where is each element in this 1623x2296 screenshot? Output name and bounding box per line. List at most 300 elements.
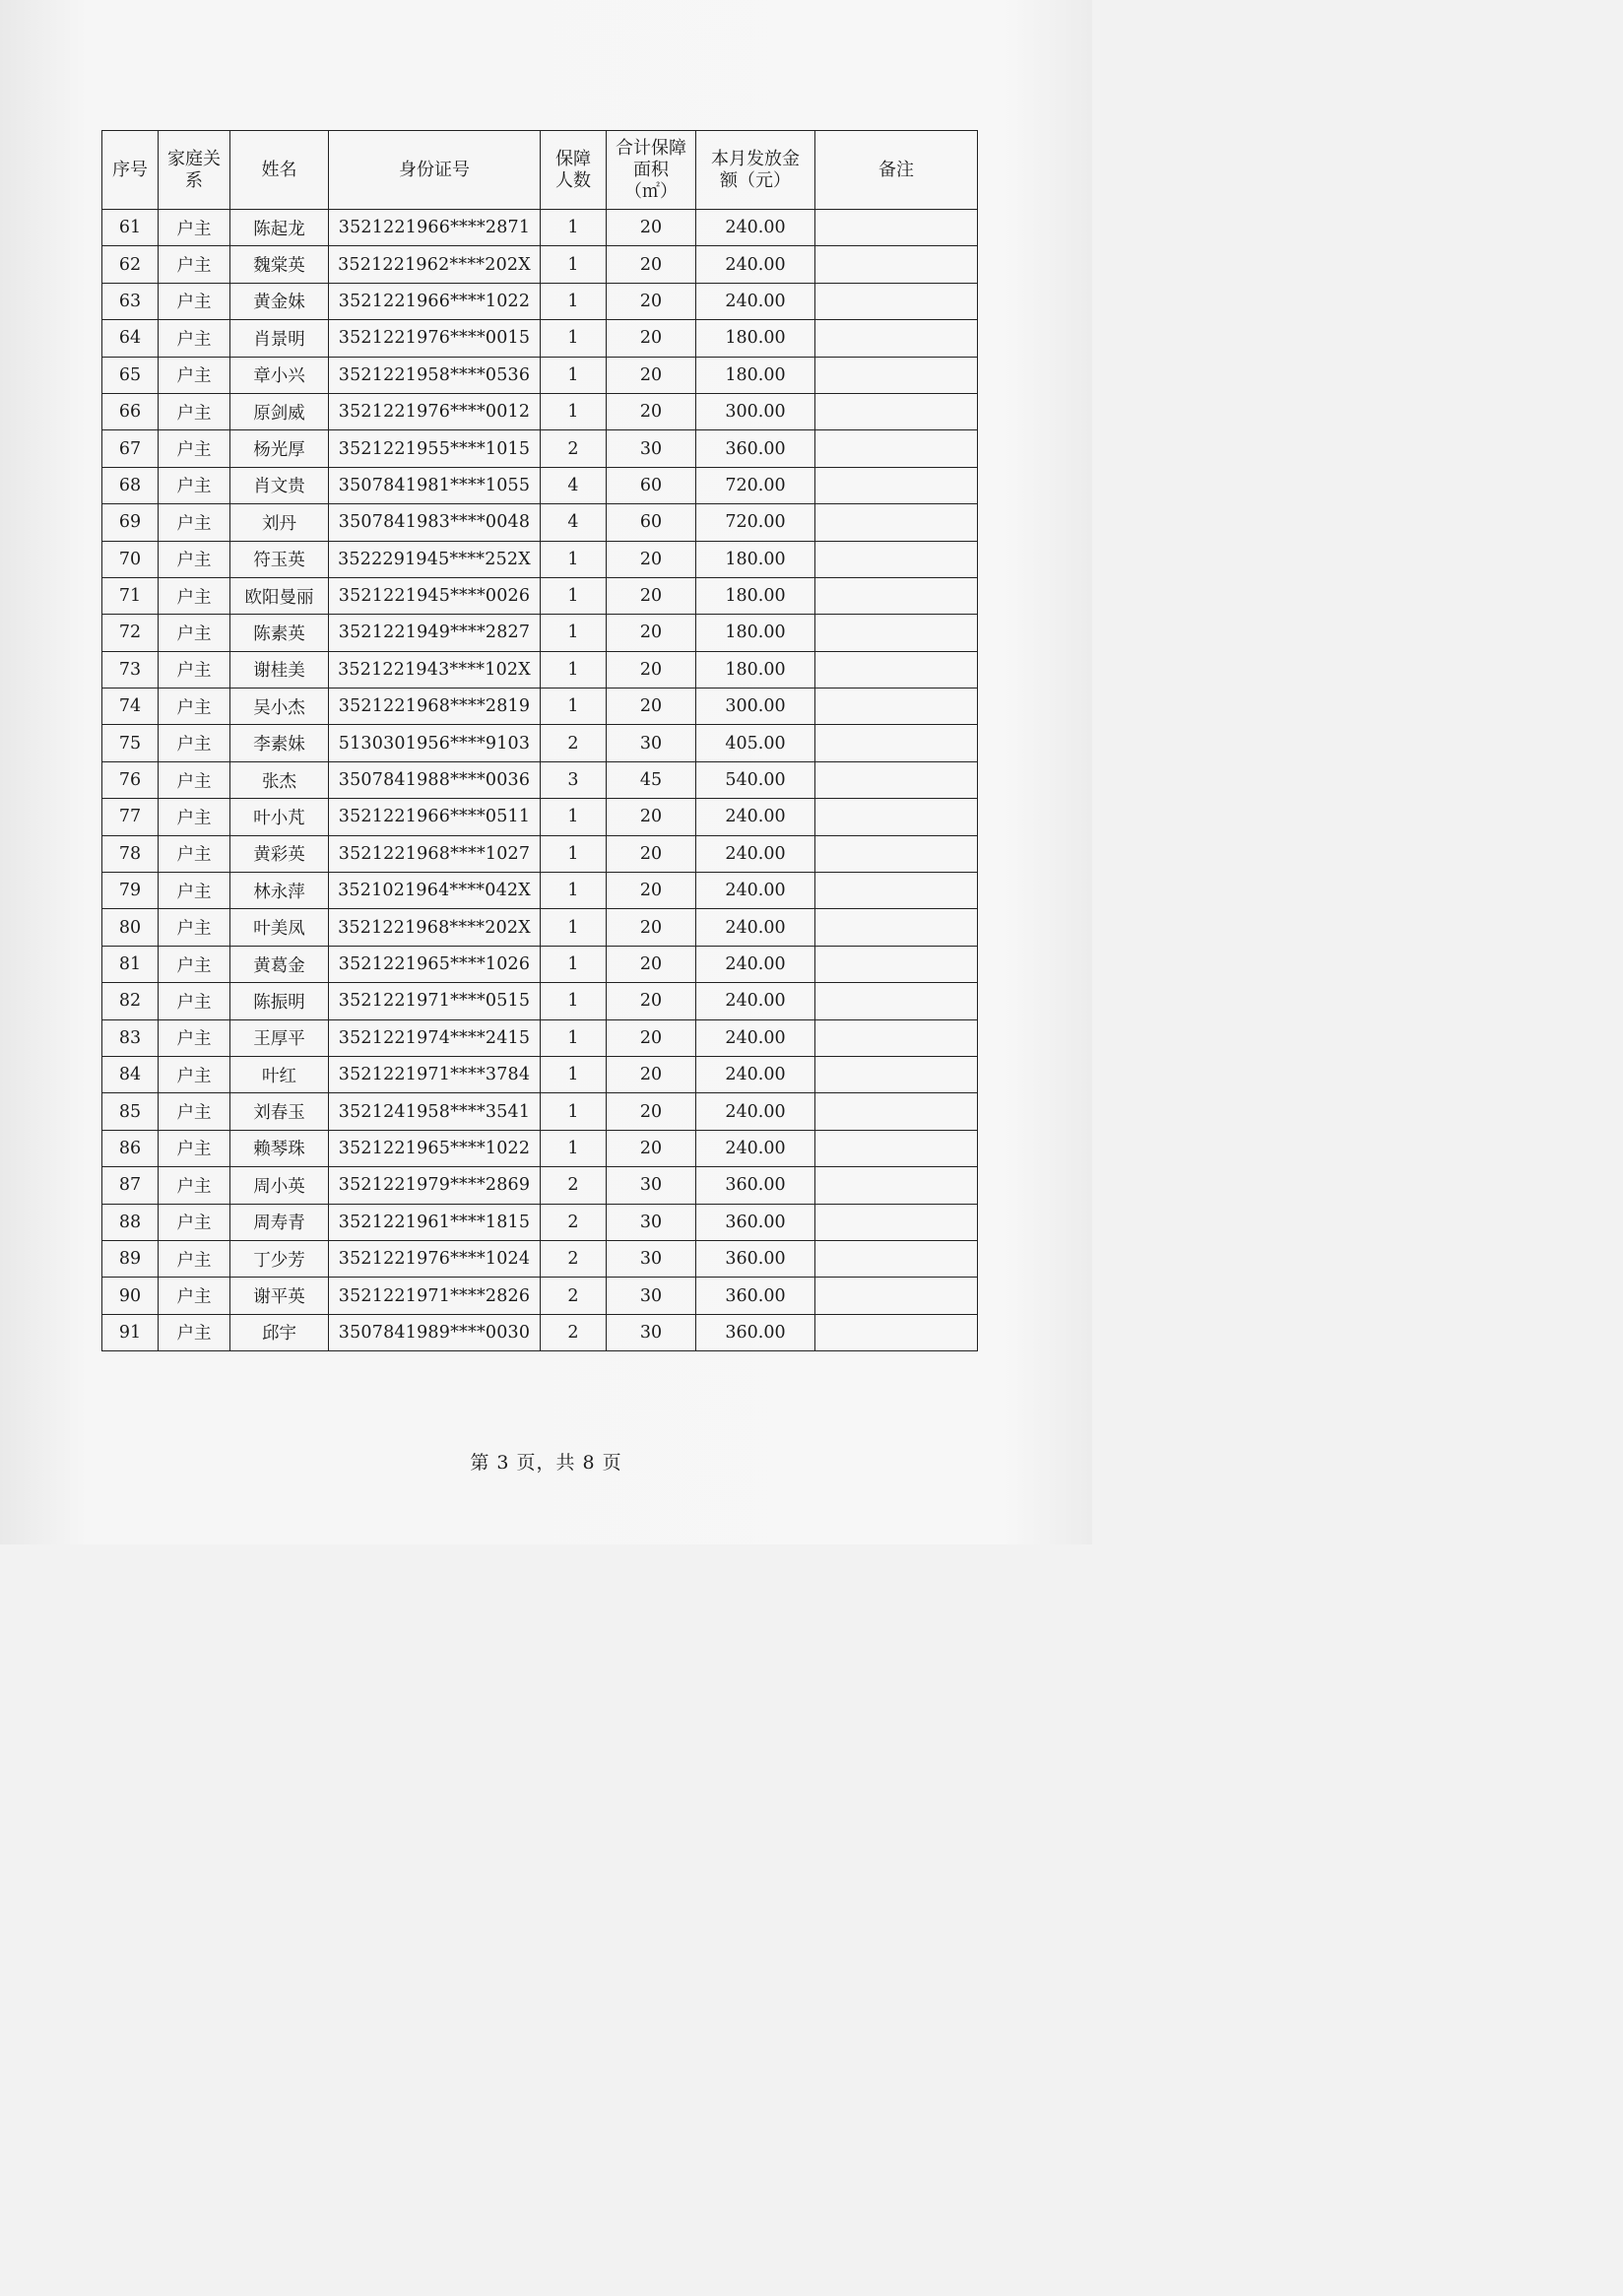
cell-name: 肖景明	[230, 320, 329, 357]
table-row	[102, 725, 978, 761]
cell-area: 60	[607, 467, 696, 503]
cell-id-number: 3507841989****0030	[329, 1314, 541, 1350]
cell-id-number: 3522291945****252X	[329, 541, 541, 577]
cell-id-number: 3521221976****0012	[329, 393, 541, 429]
table-row	[102, 689, 978, 725]
cell-id-number: 3521021964****042X	[329, 873, 541, 909]
cell-name: 李素妹	[230, 725, 329, 761]
cell-id-number: 3507841983****0048	[329, 504, 541, 541]
cell-name: 王厚平	[230, 1019, 329, 1056]
cell-seq: 91	[102, 1314, 159, 1350]
header-persons	[541, 131, 607, 210]
cell-remark	[815, 357, 978, 393]
cell-id-number: 3521221968****1027	[329, 835, 541, 872]
cell-relation: 户主	[159, 1278, 230, 1314]
cell-persons: 1	[541, 393, 607, 429]
cell-relation: 户主	[159, 283, 230, 319]
header-amount-line: 额（元）	[720, 169, 791, 191]
cell-relation: 户主	[159, 873, 230, 909]
cell-persons: 2	[541, 1278, 607, 1314]
table-row	[102, 761, 978, 798]
table-row	[102, 615, 978, 651]
cell-name: 欧阳曼丽	[230, 577, 329, 614]
cell-name: 叶小芃	[230, 799, 329, 835]
cell-area: 20	[607, 283, 696, 319]
cell-relation: 户主	[159, 1314, 230, 1350]
cell-seq: 67	[102, 430, 159, 467]
table-row	[102, 210, 978, 246]
cell-amount: 240.00	[696, 909, 815, 946]
cell-name: 谢平英	[230, 1278, 329, 1314]
table-row	[102, 1204, 978, 1240]
cell-remark	[815, 541, 978, 577]
cell-amount: 180.00	[696, 577, 815, 614]
cell-persons: 1	[541, 1056, 607, 1092]
table-row	[102, 246, 978, 283]
cell-persons: 1	[541, 873, 607, 909]
cell-amount: 180.00	[696, 357, 815, 393]
cell-seq: 87	[102, 1167, 159, 1204]
table-row	[102, 799, 978, 835]
cell-seq: 69	[102, 504, 159, 541]
cell-area: 20	[607, 393, 696, 429]
cell-amount: 360.00	[696, 1204, 815, 1240]
cell-amount: 240.00	[696, 835, 815, 872]
cell-remark	[815, 873, 978, 909]
table-row	[102, 430, 978, 467]
cell-persons: 3	[541, 761, 607, 798]
cell-area: 20	[607, 1019, 696, 1056]
cell-amount: 240.00	[696, 1019, 815, 1056]
cell-remark	[815, 615, 978, 651]
cell-relation: 户主	[159, 467, 230, 503]
cell-name: 周寿青	[230, 1204, 329, 1240]
cell-persons: 1	[541, 357, 607, 393]
cell-seq: 77	[102, 799, 159, 835]
cell-remark	[815, 283, 978, 319]
cell-seq: 79	[102, 873, 159, 909]
table-row	[102, 504, 978, 541]
table-row	[102, 946, 978, 982]
cell-id-number: 3521221945****0026	[329, 577, 541, 614]
cell-name: 黄金妹	[230, 283, 329, 319]
cell-amount: 240.00	[696, 946, 815, 982]
cell-name: 黄葛金	[230, 946, 329, 982]
cell-id-number: 3521221976****0015	[329, 320, 541, 357]
cell-remark	[815, 246, 978, 283]
cell-relation: 户主	[159, 946, 230, 982]
cell-amount: 360.00	[696, 1240, 815, 1277]
cell-area: 20	[607, 983, 696, 1019]
cell-remark	[815, 467, 978, 503]
cell-persons: 1	[541, 983, 607, 1019]
cell-relation: 户主	[159, 651, 230, 688]
cell-name: 杨光厚	[230, 430, 329, 467]
cell-seq: 71	[102, 577, 159, 614]
cell-id-number: 3521221955****1015	[329, 430, 541, 467]
cell-name: 肖文贵	[230, 467, 329, 503]
table-row	[102, 577, 978, 614]
document-page	[0, 0, 1092, 1544]
cell-area: 30	[607, 1167, 696, 1204]
cell-relation: 户主	[159, 689, 230, 725]
cell-seq: 86	[102, 1130, 159, 1166]
cell-seq: 65	[102, 357, 159, 393]
cell-area: 20	[607, 909, 696, 946]
cell-name: 谢桂美	[230, 651, 329, 688]
cell-seq: 80	[102, 909, 159, 946]
cell-name: 章小兴	[230, 357, 329, 393]
cell-area: 20	[607, 1056, 696, 1092]
header-remark: 备注	[815, 131, 978, 210]
table-row	[102, 1093, 978, 1130]
cell-amount: 720.00	[696, 504, 815, 541]
cell-persons: 2	[541, 1240, 607, 1277]
cell-persons: 2	[541, 725, 607, 761]
cell-remark	[815, 689, 978, 725]
cell-relation: 户主	[159, 1056, 230, 1092]
cell-amount: 240.00	[696, 246, 815, 283]
cell-name: 陈起龙	[230, 210, 329, 246]
cell-name: 符玉英	[230, 541, 329, 577]
cell-relation: 户主	[159, 210, 230, 246]
header-seq: 序号	[102, 131, 159, 210]
cell-name: 刘丹	[230, 504, 329, 541]
cell-remark	[815, 1204, 978, 1240]
cell-name: 刘春玉	[230, 1093, 329, 1130]
table-row	[102, 541, 978, 577]
header-amount-line: 本月发放金	[711, 148, 800, 169]
cell-persons: 1	[541, 799, 607, 835]
cell-persons: 2	[541, 1167, 607, 1204]
table-row	[102, 283, 978, 319]
cell-relation: 户主	[159, 761, 230, 798]
cell-name: 赖琴珠	[230, 1130, 329, 1166]
cell-amount: 240.00	[696, 1130, 815, 1166]
table-row	[102, 1314, 978, 1350]
cell-area: 30	[607, 1278, 696, 1314]
cell-id-number: 5130301956****9103	[329, 725, 541, 761]
cell-amount: 180.00	[696, 615, 815, 651]
cell-seq: 83	[102, 1019, 159, 1056]
cell-name: 张杰	[230, 761, 329, 798]
cell-relation: 户主	[159, 835, 230, 872]
cell-name: 陈振明	[230, 983, 329, 1019]
table-row	[102, 651, 978, 688]
cell-name: 陈素英	[230, 615, 329, 651]
cell-remark	[815, 1093, 978, 1130]
header-persons-line: 人数	[555, 169, 591, 191]
cell-name: 周小英	[230, 1167, 329, 1204]
cell-amount: 360.00	[696, 430, 815, 467]
cell-seq: 89	[102, 1240, 159, 1277]
table-row	[102, 1167, 978, 1204]
cell-relation: 户主	[159, 909, 230, 946]
cell-name: 邱宇	[230, 1314, 329, 1350]
cell-seq: 84	[102, 1056, 159, 1092]
table-row	[102, 357, 978, 393]
table-body	[102, 210, 978, 1351]
cell-name: 魏棠英	[230, 246, 329, 283]
cell-amount: 240.00	[696, 210, 815, 246]
cell-name: 原剑威	[230, 393, 329, 429]
cell-id-number: 3521241958****3541	[329, 1093, 541, 1130]
cell-id-number: 3521221965****1026	[329, 946, 541, 982]
cell-persons: 2	[541, 1314, 607, 1350]
cell-relation: 户主	[159, 615, 230, 651]
cell-seq: 68	[102, 467, 159, 503]
cell-relation: 户主	[159, 246, 230, 283]
cell-id-number: 3521221968****202X	[329, 909, 541, 946]
table-row	[102, 983, 978, 1019]
cell-persons: 1	[541, 1130, 607, 1166]
cell-persons: 1	[541, 320, 607, 357]
cell-area: 30	[607, 430, 696, 467]
cell-amount: 240.00	[696, 1056, 815, 1092]
cell-seq: 90	[102, 1278, 159, 1314]
cell-remark	[815, 320, 978, 357]
cell-persons: 1	[541, 615, 607, 651]
cell-relation: 户主	[159, 1093, 230, 1130]
header-area-line: 面积	[633, 159, 669, 180]
page-number-footer: 第 3 页，共 8 页	[470, 1452, 622, 1474]
cell-persons: 1	[541, 946, 607, 982]
cell-seq: 62	[102, 246, 159, 283]
cell-relation: 户主	[159, 430, 230, 467]
cell-id-number: 3521221966****2871	[329, 210, 541, 246]
cell-persons: 4	[541, 504, 607, 541]
cell-remark	[815, 983, 978, 1019]
cell-relation: 户主	[159, 504, 230, 541]
cell-area: 20	[607, 651, 696, 688]
cell-id-number: 3521221974****2415	[329, 1019, 541, 1056]
table-row	[102, 1056, 978, 1092]
cell-amount: 180.00	[696, 651, 815, 688]
cell-remark	[815, 1130, 978, 1166]
table-row	[102, 909, 978, 946]
cell-persons: 1	[541, 210, 607, 246]
cell-area: 45	[607, 761, 696, 798]
cell-remark	[815, 1056, 978, 1092]
cell-area: 20	[607, 577, 696, 614]
cell-id-number: 3521221966****1022	[329, 283, 541, 319]
cell-persons: 1	[541, 835, 607, 872]
cell-id-number: 3507841988****0036	[329, 761, 541, 798]
cell-remark	[815, 1019, 978, 1056]
cell-amount: 360.00	[696, 1167, 815, 1204]
cell-persons: 1	[541, 541, 607, 577]
header-id-number: 身份证号	[329, 131, 541, 210]
cell-seq: 81	[102, 946, 159, 982]
cell-amount: 540.00	[696, 761, 815, 798]
cell-remark	[815, 761, 978, 798]
cell-name: 叶红	[230, 1056, 329, 1092]
cell-relation: 户主	[159, 393, 230, 429]
cell-id-number: 3521221979****2869	[329, 1167, 541, 1204]
cell-area: 20	[607, 1130, 696, 1166]
cell-relation: 户主	[159, 577, 230, 614]
cell-remark	[815, 504, 978, 541]
cell-persons: 1	[541, 246, 607, 283]
cell-area: 20	[607, 946, 696, 982]
header-amount	[696, 131, 815, 210]
cell-area: 20	[607, 799, 696, 835]
cell-seq: 73	[102, 651, 159, 688]
cell-relation: 户主	[159, 1019, 230, 1056]
cell-relation: 户主	[159, 1240, 230, 1277]
cell-remark	[815, 1240, 978, 1277]
cell-seq: 78	[102, 835, 159, 872]
cell-id-number: 3521221968****2819	[329, 689, 541, 725]
cell-remark	[815, 651, 978, 688]
header-relation-line: 家庭关	[167, 148, 221, 169]
subsidy-roster-table	[101, 130, 978, 1351]
header-persons-line: 保障	[555, 148, 591, 169]
header-relation	[159, 131, 230, 210]
table-row	[102, 467, 978, 503]
cell-name: 叶美凤	[230, 909, 329, 946]
cell-area: 30	[607, 1240, 696, 1277]
header-area	[607, 131, 696, 210]
cell-area: 20	[607, 210, 696, 246]
cell-seq: 76	[102, 761, 159, 798]
cell-amount: 240.00	[696, 283, 815, 319]
cell-id-number: 3521221961****1815	[329, 1204, 541, 1240]
cell-seq: 85	[102, 1093, 159, 1130]
cell-remark	[815, 1278, 978, 1314]
table-header-row	[102, 131, 978, 210]
table-row	[102, 873, 978, 909]
cell-amount: 240.00	[696, 799, 815, 835]
cell-persons: 4	[541, 467, 607, 503]
cell-remark	[815, 210, 978, 246]
cell-area: 20	[607, 835, 696, 872]
cell-persons: 1	[541, 651, 607, 688]
cell-amount: 240.00	[696, 1093, 815, 1130]
cell-area: 20	[607, 246, 696, 283]
cell-amount: 180.00	[696, 320, 815, 357]
cell-remark	[815, 393, 978, 429]
cell-persons: 1	[541, 577, 607, 614]
cell-seq: 70	[102, 541, 159, 577]
cell-amount: 360.00	[696, 1278, 815, 1314]
table-row	[102, 393, 978, 429]
table-row	[102, 1240, 978, 1277]
cell-area: 20	[607, 357, 696, 393]
cell-amount: 360.00	[696, 1314, 815, 1350]
cell-relation: 户主	[159, 320, 230, 357]
cell-id-number: 3521221965****1022	[329, 1130, 541, 1166]
cell-relation: 户主	[159, 541, 230, 577]
cell-amount: 405.00	[696, 725, 815, 761]
table-row	[102, 1130, 978, 1166]
cell-id-number: 3521221958****0536	[329, 357, 541, 393]
cell-remark	[815, 909, 978, 946]
cell-remark	[815, 1167, 978, 1204]
cell-id-number: 3521221971****0515	[329, 983, 541, 1019]
cell-amount: 180.00	[696, 541, 815, 577]
cell-amount: 300.00	[696, 689, 815, 725]
cell-relation: 户主	[159, 725, 230, 761]
cell-id-number: 3507841981****1055	[329, 467, 541, 503]
table-row	[102, 835, 978, 872]
cell-relation: 户主	[159, 1130, 230, 1166]
cell-area: 20	[607, 615, 696, 651]
cell-area: 20	[607, 320, 696, 357]
cell-area: 20	[607, 689, 696, 725]
cell-id-number: 3521221949****2827	[329, 615, 541, 651]
cell-id-number: 3521221943****102X	[329, 651, 541, 688]
cell-id-number: 3521221976****1024	[329, 1240, 541, 1277]
header-relation-line: 系	[185, 169, 203, 191]
header-area-line: （㎡）	[624, 180, 678, 202]
header-area-line: 合计保障	[616, 137, 686, 159]
cell-area: 20	[607, 1093, 696, 1130]
cell-area: 30	[607, 1204, 696, 1240]
cell-id-number: 3521221962****202X	[329, 246, 541, 283]
cell-amount: 240.00	[696, 873, 815, 909]
cell-id-number: 3521221971****3784	[329, 1056, 541, 1092]
cell-remark	[815, 1314, 978, 1350]
cell-remark	[815, 577, 978, 614]
table-row	[102, 1019, 978, 1056]
cell-remark	[815, 430, 978, 467]
cell-persons: 1	[541, 283, 607, 319]
cell-amount: 240.00	[696, 983, 815, 1019]
cell-seq: 75	[102, 725, 159, 761]
cell-seq: 64	[102, 320, 159, 357]
cell-area: 20	[607, 541, 696, 577]
table-row	[102, 320, 978, 357]
cell-relation: 户主	[159, 1204, 230, 1240]
cell-id-number: 3521221971****2826	[329, 1278, 541, 1314]
cell-seq: 66	[102, 393, 159, 429]
cell-remark	[815, 725, 978, 761]
cell-seq: 72	[102, 615, 159, 651]
cell-seq: 63	[102, 283, 159, 319]
cell-persons: 1	[541, 1093, 607, 1130]
cell-seq: 61	[102, 210, 159, 246]
cell-relation: 户主	[159, 357, 230, 393]
cell-relation: 户主	[159, 799, 230, 835]
cell-remark	[815, 835, 978, 872]
cell-name: 吴小杰	[230, 689, 329, 725]
cell-area: 30	[607, 725, 696, 761]
cell-name: 黄彩英	[230, 835, 329, 872]
table-row	[102, 1278, 978, 1314]
header-name: 姓名	[230, 131, 329, 210]
cell-relation: 户主	[159, 983, 230, 1019]
cell-amount: 300.00	[696, 393, 815, 429]
cell-seq: 74	[102, 689, 159, 725]
cell-name: 丁少芳	[230, 1240, 329, 1277]
cell-name: 林永萍	[230, 873, 329, 909]
cell-seq: 88	[102, 1204, 159, 1240]
cell-persons: 1	[541, 689, 607, 725]
cell-area: 30	[607, 1314, 696, 1350]
cell-persons: 1	[541, 909, 607, 946]
cell-id-number: 3521221966****0511	[329, 799, 541, 835]
cell-persons: 1	[541, 1019, 607, 1056]
cell-remark	[815, 946, 978, 982]
cell-remark	[815, 799, 978, 835]
cell-relation: 户主	[159, 1167, 230, 1204]
cell-seq: 82	[102, 983, 159, 1019]
cell-area: 60	[607, 504, 696, 541]
cell-persons: 2	[541, 430, 607, 467]
cell-persons: 2	[541, 1204, 607, 1240]
cell-area: 20	[607, 873, 696, 909]
